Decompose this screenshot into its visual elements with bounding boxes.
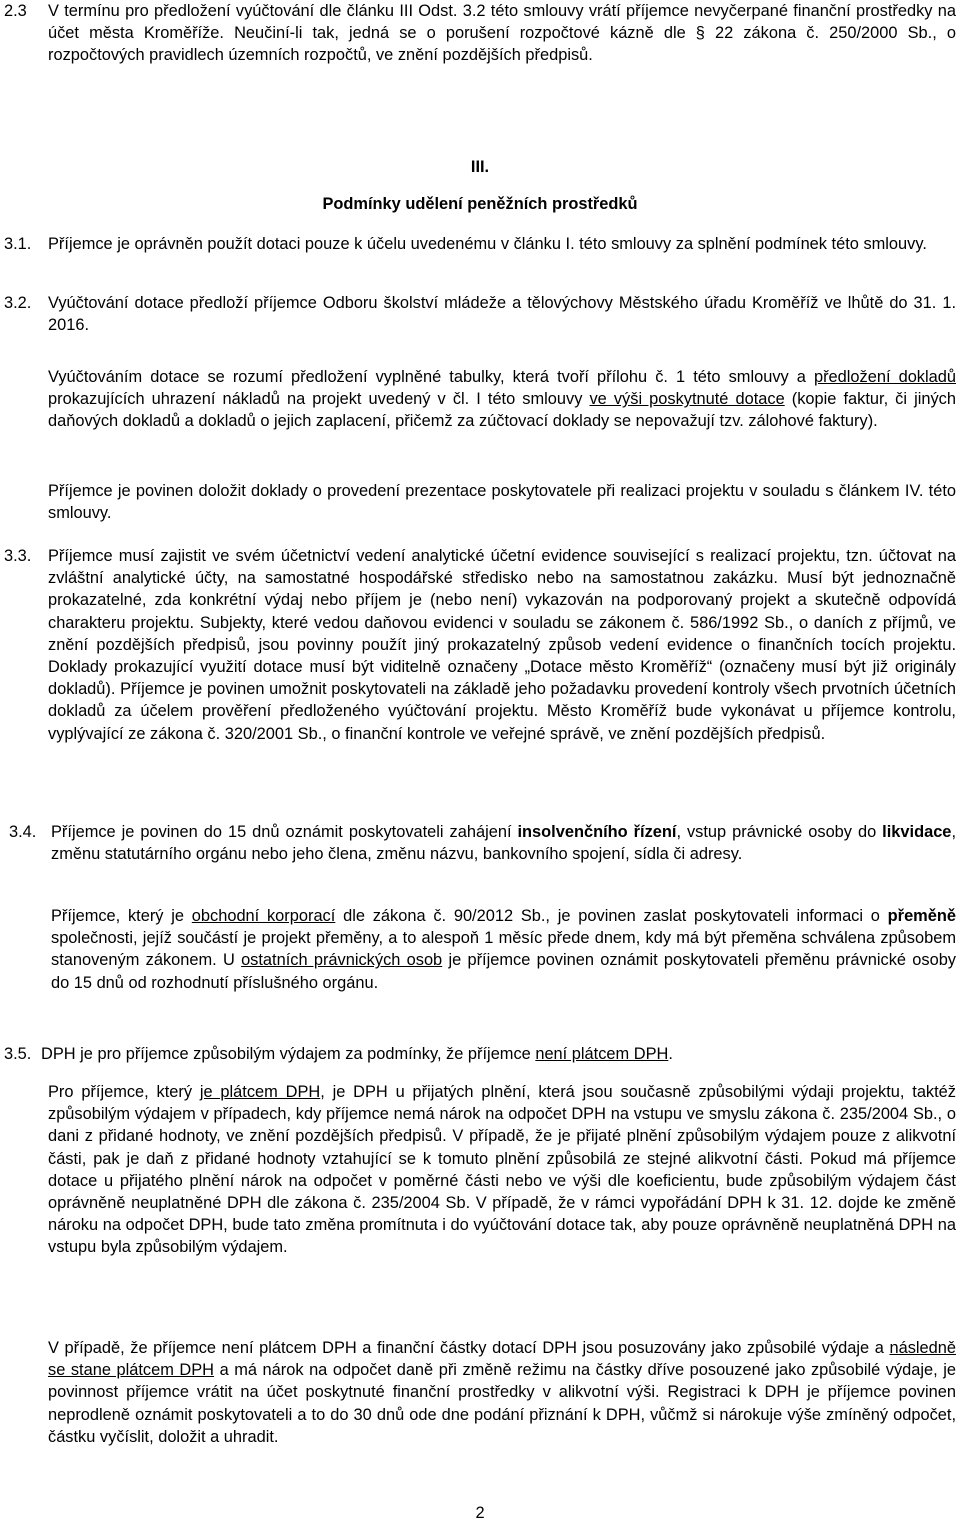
- text-run: , vstup právnické osoby do: [676, 823, 883, 841]
- clause-number: 3.4.: [9, 823, 37, 841]
- text-run: Příjemce, který je: [51, 907, 192, 925]
- underlined-run: předložení dokladů: [813, 368, 956, 386]
- text-run: je příjemce povinen oznámit poskytovateli přeměnu právnické osoby do 15 dnů od rozhodnutí příslušného orgánu.: [51, 951, 957, 992]
- underlined-run: obchodní korporací: [191, 907, 336, 925]
- text-run: a má nárok na odpočet daně při změně režimu na částky dříve posouzené jako způsobilé výdaje, je povinnost příjemce vrátit na účet poskytnuté finanční prostředky v alikvotní výši. Registraci k DPH je příjemce povinen neprodleně oznámit poskytovateli a to do 30 dnů ode dne podání přiznání k DPH, vůčmž si nárokuje výše zmíněný odpočet, částku vyčíslit, doložit a uhradit.: [48, 1361, 956, 1446]
- text-run: , změnu statutárního orgánu nebo jeho člena, změnu názvu, bankovního spojení, sídla či adresy.: [51, 823, 956, 864]
- clause-number: 2.3: [4, 2, 27, 20]
- clause-text: [41, 1043, 956, 1065]
- text-run: (kopie faktur, či jiných daňových dokladů a dokladů o jejich zaplacení, přičemž za zúčtovací doklady se nepovažují tzv. zálohové faktury).: [48, 390, 956, 431]
- bold-run: přeměně: [887, 907, 956, 925]
- underlined-run: není plátcem DPH: [535, 1045, 669, 1063]
- clause-text: V termínu pro předložení vyúčtování dle článku III Odst. 3.2 této smlouvy vrátí příjemce nevyčerpané finanční prostředky na účet města Kroměříže. Neučiní-li tak, jedná se o porušení rozpočtové kázně dle § 22 zákona č. 250/2000 Sb., o rozpočtových pravidlech územních rozpočtů, ve znění pozdějších předpisů.: [48, 2, 956, 65]
- clause-text: Příjemce musí zajistit ve svém účetnictví vedení analytické účetní evidence související s realizací projektu, tzn. účtovat na zvláštní analytické účty, na samostatné hospodářské středisko nebo na samostatnou zakázku. Musí být jednoznačně prokazatelné, zda konkrétní výdaj nebo příjem je (nebo není) vykazován na podporovaný projekt a skutečně odpovídá charakteru projektu. Subjekty, které vedou daňovou evidenci v souladu se zákonem č. 586/1992 Sb., o daních z příjmů, ve znění pozdějších předpisů, jsou povinny použít jiný prokazatelný způsob vedení evidence o finančních tocích projektu. Doklady prokazující využití dotace musí být viditelně označeny „Dotace město Kroměříž“ (označeny musí být již originály dokladů). Příjemce je povinen umožnit poskytovateli na základě jeho požadavku provedení kontroly všech prvotních účetních dokladů za účelem prověření předloženého vyúčtování projektu. Město Kroměříž bude vykonávat u příjemce kontrolu, vyplývající ze zákona č. 320/2001 Sb., o finanční kontrole ve veřejné správě, ve znění pozdějších předpisů.: [48, 547, 956, 743]
- paragraph-3-5: [4, 1043, 956, 1065]
- underlined-run: následně se stane plátcem DPH: [48, 1339, 956, 1380]
- paragraph-3-2-billing-definition: [48, 366, 956, 433]
- clause-text: Vyúčtování dotace předloží příjemce Odboru školství mládeže a tělovýchovy Městského úřadu Kroměříž ve lhůtě do 31. 1. 2016.: [48, 294, 956, 335]
- paragraph-3-2: [4, 292, 956, 336]
- clause-text: Příjemce je oprávněn použít dotaci pouze k účelu uvedenému v článku I. této smlouvy za splnění podmínek této smlouvy.: [48, 235, 927, 253]
- section-title: Podmínky udělení peněžních prostředků: [322, 195, 638, 213]
- paragraph-3-3: [4, 545, 956, 745]
- paragraph-3-1: [4, 233, 956, 255]
- text-run: DPH je pro příjemce způsobilým výdajem za podmínky, že příjemce: [41, 1045, 536, 1063]
- text-run: .: [668, 1045, 673, 1063]
- text-run: Vyúčtováním dotace se rozumí předložení vyplněné tabulky, která tvoří přílohu č. 1 této smlouvy a: [48, 368, 814, 386]
- paragraph-2-3: [4, 0, 956, 67]
- page-number: 2: [475, 1504, 485, 1522]
- paragraph-3-4-corporation: [51, 905, 956, 994]
- clause-number: 3.1.: [4, 235, 32, 253]
- underlined-run: ve výši poskytnuté dotace: [589, 390, 785, 409]
- text-run: společnosti, jejíž součástí je projekt přeměny, a to alespoň 1 měsíc přede dnem, kdy má být přeměna schválena způsobem stanoveným zákonem. U: [51, 929, 956, 970]
- underlined-run: ostatních právnických osob: [241, 951, 443, 970]
- clause-text: [51, 821, 956, 865]
- text-run: dle zákona č. 90/2012 Sb., je povinen zaslat poskytovateli informaci o: [335, 907, 888, 925]
- section-roman-numeral: III.: [470, 158, 490, 176]
- text-run: V případě, že příjemce není plátcem DPH a finanční částky dotací DPH jsou posuzovány jako způsobilé výdaje a: [48, 1339, 890, 1357]
- bold-run: insolvenčního řízení: [517, 823, 677, 841]
- paragraph-3-4: [4, 821, 956, 865]
- bold-run: likvidace: [882, 823, 952, 841]
- text-run: Příjemce je povinen doložit doklady o provedení prezentace poskytovatele při realizaci projektu v souladu s článkem IV. této smlouvy.: [48, 482, 956, 523]
- clause-number: 3.3.: [4, 547, 32, 565]
- text-run: Příjemce je povinen do 15 dnů oznámit poskytovateli zahájení: [51, 823, 518, 841]
- clause-number: 3.2.: [4, 294, 32, 312]
- clause-number: 3.5.: [4, 1045, 32, 1063]
- text-run: Pro příjemce, který: [48, 1083, 200, 1101]
- text-run: , je DPH u přijatých plnění, která jsou současně způsobilými výdaji projektu, taktéž způsobilým výdajem v případech, kdy příjemce nemá nárok na odpočet DPH na vstupu ve smyslu zákona č. 235/2004 Sb., o dani z přidané hodnoty, ve znění pozdějších předpisů. V případě, že je přijaté plnění způsobilým výdajem pouze z alikvotní části, pak je daň z přidané hodnoty vztahující se k tomuto plnění způsobilá ze stejné alikvotní části. Pokud má příjemce dotace u přijatého plnění nárok na odpočet v poměrné části nebo ve výši dle koeficientu, bude způsobilým výdajem část oprávněně neuplatněné DPH dle zákona č. 235/2004 Sb. V případě, že v rámci vypořádání DPH k 31. 12. dojde ke změně nároku na odpočet DPH, bude tato změna promítnuta i do vyúčtování dotace tak, aby pouze oprávněně neuplatněná DPH na vstupu byla způsobilým výdajem.: [48, 1083, 956, 1257]
- paragraph-3-5-vat-registration: [48, 1337, 956, 1448]
- underlined-run: je plátcem DPH: [199, 1083, 321, 1101]
- paragraph-3-5-vat-payer: [48, 1081, 956, 1259]
- text-run: prokazujících uhrazení nákladů na projekt uvedený v čl. I této smlouvy: [48, 390, 590, 409]
- paragraph-3-2-presentation: [48, 480, 956, 524]
